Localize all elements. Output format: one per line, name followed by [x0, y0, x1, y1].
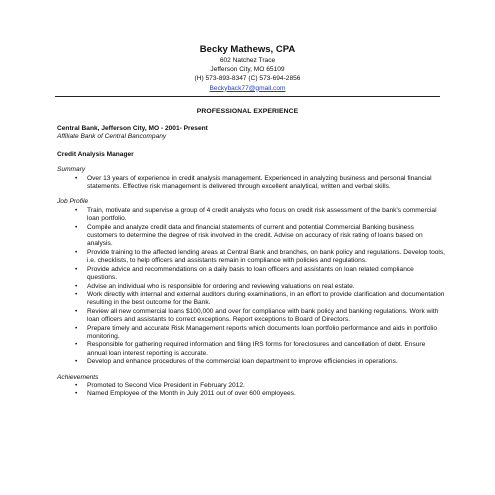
- experience-content: [57, 125, 445, 399]
- city-state-zip: Jefferson City, MO 65109: [210, 66, 285, 74]
- bullet-icon: •: [75, 341, 78, 349]
- bullet-icon: •: [75, 324, 78, 332]
- summary-heading: Summary: [57, 166, 86, 174]
- list-item: • Work directly with internal and external auditors during examinations, in an effort to provide clarification and documentation resulting in the best outcome for the Bank.: [75, 290, 445, 307]
- list-item: • Provide advice and recommendations on a daily basis to loan officers and assistants on loan related compliance questions.: [75, 265, 414, 282]
- bullet-icon: •: [75, 174, 78, 182]
- achievements-list: [57, 382, 445, 399]
- achievements-heading: Achievements: [57, 373, 99, 381]
- bullet-icon: •: [75, 265, 78, 273]
- email-link[interactable]: Beckyback77@gmail.com: [209, 84, 286, 92]
- list-item: • Develop and enhance procedures of the commercial loan department to improve efficiencies in operations.: [75, 358, 398, 366]
- list-item: • Advise an individual who is responsible for ordering and reviewing valuations on real estate.: [75, 282, 355, 290]
- bullet-icon: •: [75, 223, 78, 231]
- candidate-name: Becky Mathews, CPA: [199, 44, 296, 55]
- job-profile-list: [57, 207, 445, 367]
- list-item: • Over 13 years of experience in credit analysis management. Experienced in analyzing business and personal financial statements. Effective risk management is delivered through excellent analytical, written and verbal skills.: [75, 174, 432, 191]
- job-profile-heading: Job Profile: [57, 198, 89, 206]
- bullet-icon: •: [75, 390, 78, 398]
- header-divider: [55, 96, 440, 97]
- bullet-icon: •: [75, 358, 78, 366]
- job-title: Credit Analysis Manager: [57, 150, 134, 158]
- summary-list: [57, 175, 445, 192]
- bullet-icon: •: [75, 206, 78, 214]
- list-item: • Prepare timely and accurate Risk Management reports which documents loan portfolio performance and aids in portfolio monitoring.: [75, 324, 438, 340]
- list-item: • Responsible for gathering required information and filing IRS forms for foreclosures and cancellation of debt. Ensure annual loan interest reporting is accurate.: [75, 341, 426, 357]
- section-title: PROFESSIONAL EXPERIENCE: [196, 108, 299, 115]
- list-item: • Provide training to the affected lending areas at Central Bank and branches, on bank policy and regulations. Develop tools, i.e. checklists, to help officers and assistants remain in compliance with policies and regulations.: [75, 248, 446, 265]
- bullet-icon: •: [75, 381, 78, 389]
- list-item: • Review all new commercial loans $100,000 and over for compliance with bank policy and banking regulations. Work with loan officers and assistants to correct exceptions. Report exceptions to Board of Directors.: [75, 307, 439, 324]
- bullet-icon: •: [75, 307, 78, 315]
- bullet-icon: •: [75, 248, 78, 256]
- resume-header: [0, 44, 495, 93]
- company-line: Central Bank, Jefferson City, MO - 2001- Present: [57, 125, 208, 132]
- list-item: • Named Employee of the Month in July 2011 out of over 600 employees.: [75, 390, 296, 398]
- phone-numbers: (H) 573-893-8347 (C) 573-694-2856: [194, 75, 301, 83]
- list-item: • Compile and analyze credit data and financial statements of current and potential Commercial Banking business customers to determine the degree of risk involved in the credit. Advise on accuracy of risk rating of loans based on analysis.: [75, 223, 423, 248]
- list-item: • Train, motivate and supervise a group of 4 credit analysts who focus on credit risk assessment of the bank's commercial loan portfolio.: [75, 206, 437, 223]
- list-item: • Promoted to Second Vice President in February 2012.: [75, 381, 245, 389]
- street-address: 602 Natchez Trace: [219, 57, 276, 64]
- bullet-icon: •: [75, 282, 78, 290]
- affiliate-line: Affiliate Bank of Central Bancompany: [57, 133, 167, 141]
- bullet-icon: •: [75, 290, 78, 298]
